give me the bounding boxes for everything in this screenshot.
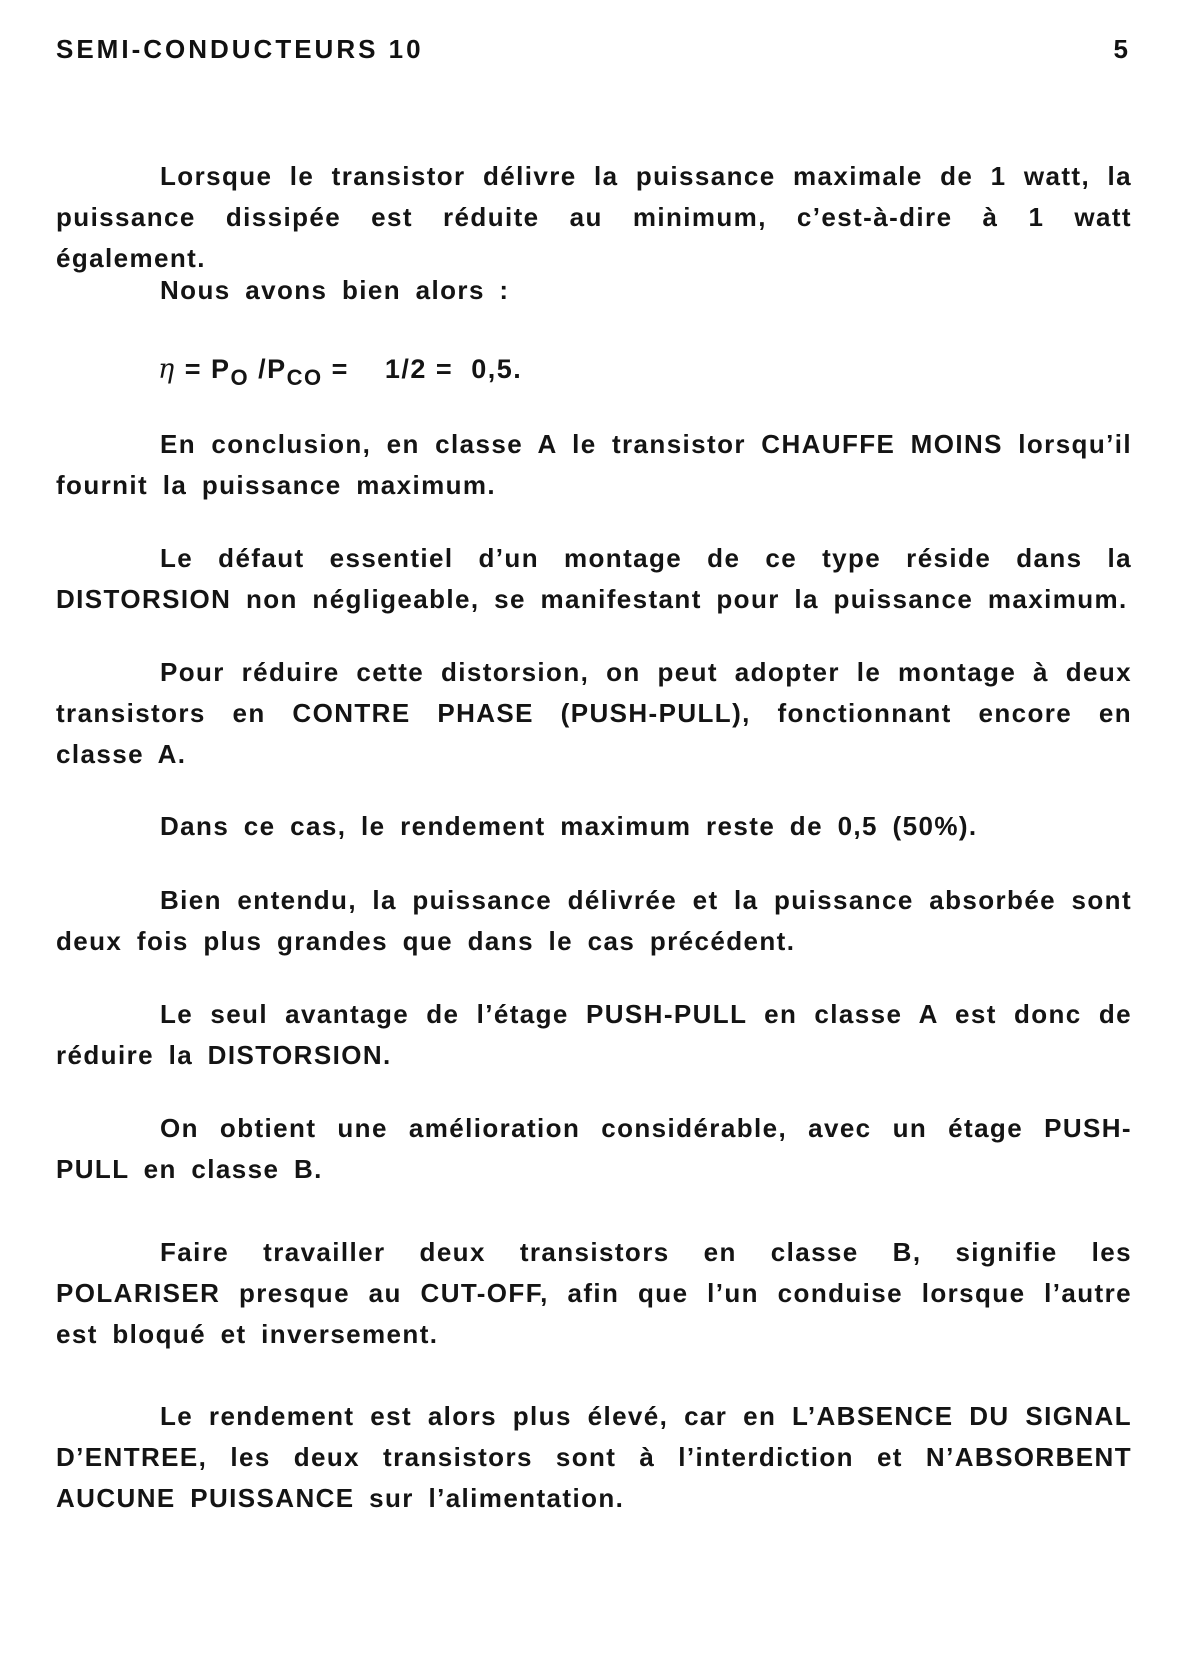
- paragraph-advantage: Le seul avantage de l’étage PUSH-PULL en classe A est donc de réduire la DISTORSION.: [56, 999, 1132, 1070]
- paragraph-class-b: Faire travailler deux transistors en classe B, signifie les POLARISER presque au CUT-OFF, afin que l’un conduise lorsque l’autre est bloqué et inversement.: [56, 1237, 1132, 1349]
- paragraph-push-pull: Pour réduire cette distorsion, on peut adopter le montage à deux transistors en CONTRE PHASE (PUSH-PULL), fonctionnant encore en classe A.: [56, 657, 1132, 769]
- running-header-title: SEMI-CONDUCTEURS 10: [56, 34, 424, 64]
- formula-pco-subscript: CO: [286, 365, 323, 390]
- paragraph-power-doubled: Bien entendu, la puissance délivrée et la puissance absorbée sont deux fois plus grandes que dans le cas précédent.: [56, 885, 1132, 956]
- paragraph-improvement: On obtient une amélioration considérable, avec un étage PUSH-PULL en classe B.: [56, 1113, 1132, 1184]
- formula-p: P: [210, 354, 231, 384]
- eta-symbol: η: [158, 354, 176, 385]
- formula-slash-p: /P: [249, 354, 287, 384]
- page-number: 5: [1113, 34, 1128, 64]
- efficiency-formula: [158, 354, 523, 390]
- paragraph-efficiency-higher: Le rendement est alors plus élevé, car en L’ABSENCE DU SIGNAL D’ENTREE, les deux transistors sont à l’interdiction et N’ABSORBENT AUCUNE PUISSANCE sur l’alimentation.: [56, 1401, 1132, 1513]
- formula-result: = 1/2 = 0,5.: [322, 354, 523, 384]
- paragraph-distortion-defect: Le défaut essentiel d’un montage de ce type réside dans la DISTORSION non négligeable, se manifestant pour la puissance maximum.: [56, 543, 1132, 614]
- paragraph-max-power: Lorsque le transistor délivre la puissance maximale de 1 watt, la puissance dissipée est réduite au minimum, c’est-à-dire à 1 watt également.: [56, 161, 1132, 273]
- formula-p-subscript: O: [230, 365, 250, 390]
- paragraph-efficiency-case: Dans ce cas, le rendement maximum reste de 0,5 (50%).: [160, 811, 978, 841]
- paragraph-conclusion: En conclusion, en classe A le transistor CHAUFFE MOINS lorsqu’il fournit la puissance maximum.: [56, 429, 1132, 500]
- formula-equals-1: =: [175, 354, 211, 384]
- paragraph-we-have: Nous avons bien alors :: [160, 275, 510, 305]
